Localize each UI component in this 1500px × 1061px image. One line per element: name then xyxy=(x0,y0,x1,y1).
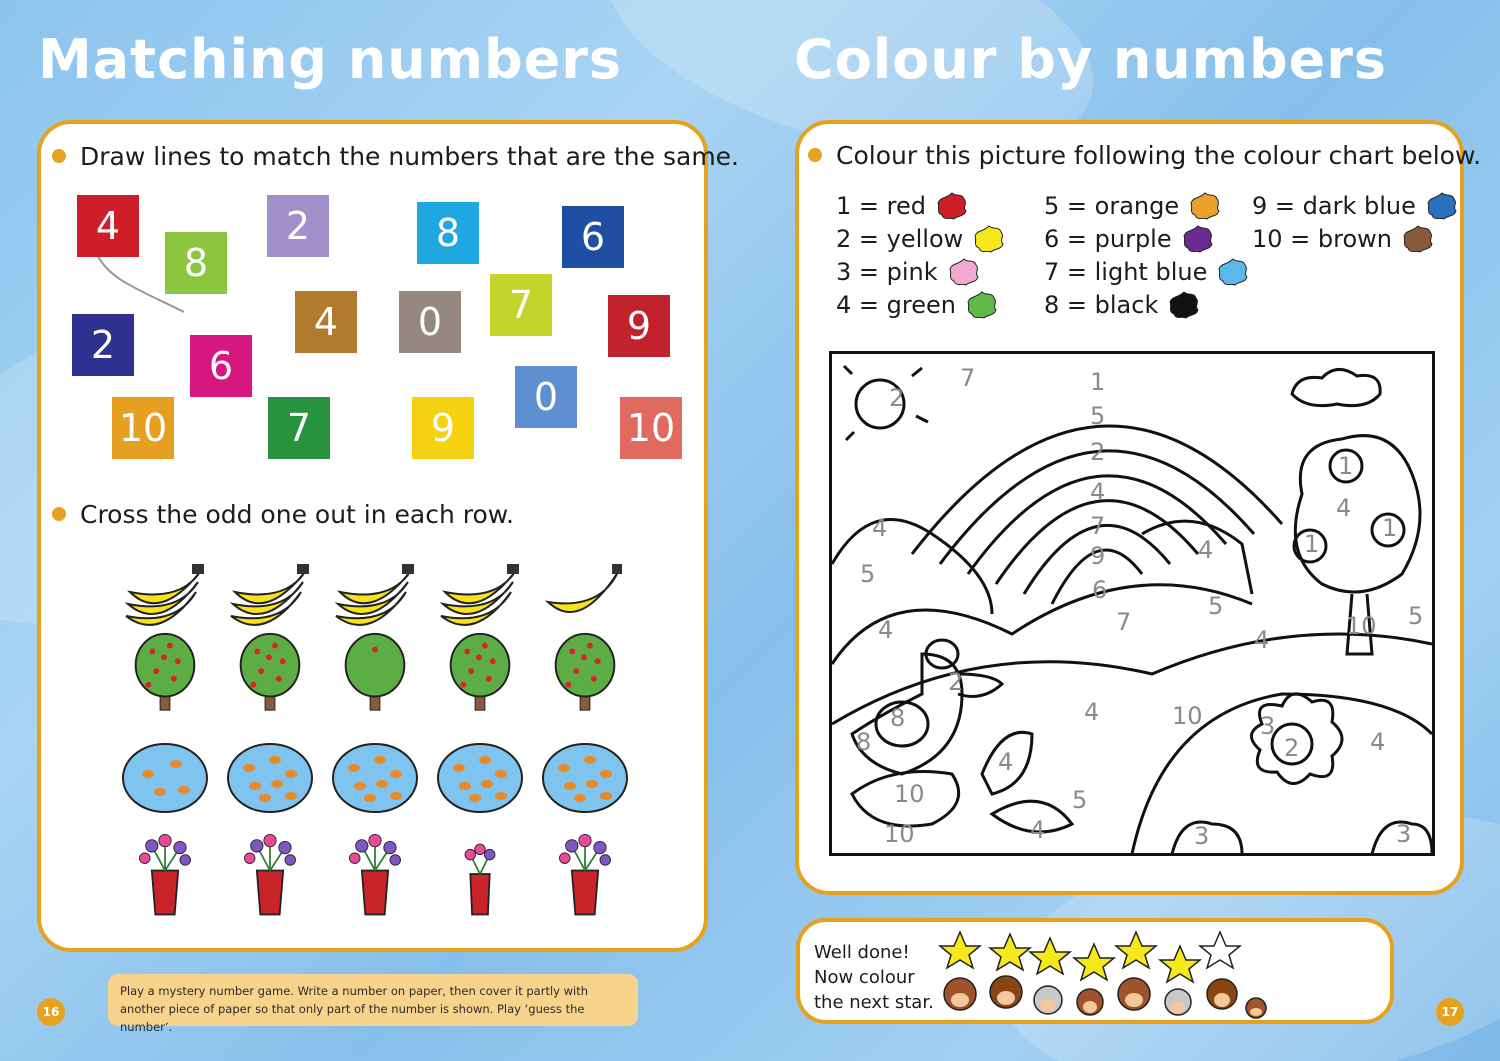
number-tile[interactable]: 8 xyxy=(165,232,227,294)
line-art-scene xyxy=(832,354,1432,854)
picture-number: 10 xyxy=(884,820,915,848)
picture-number: 4 xyxy=(872,514,888,542)
picture-number: 4 xyxy=(1030,816,1046,844)
number-tile[interactable]: 7 xyxy=(490,274,552,336)
picture-number: 6 xyxy=(1092,576,1108,604)
black-splat-icon xyxy=(1168,290,1200,320)
odd-row-fish-bowls xyxy=(120,730,630,818)
fish-bowl-icon[interactable] xyxy=(330,730,420,818)
picture-number: 4 xyxy=(878,616,894,644)
legend-item: 8 = black xyxy=(1044,288,1249,321)
number-tile[interactable]: 6 xyxy=(562,206,624,268)
legend-item: 3 = pink xyxy=(836,255,1005,288)
flower-vase-icon[interactable] xyxy=(120,830,210,918)
number-tile[interactable]: 2 xyxy=(72,314,134,376)
picture-number: 4 xyxy=(1336,494,1352,522)
picture-number: 5 xyxy=(1072,786,1088,814)
tree-without-apples-icon[interactable] xyxy=(330,628,420,716)
fish-bowl-icon[interactable] xyxy=(120,730,210,818)
instruction-match: Draw lines to match the numbers that are the same. xyxy=(52,142,739,171)
orange-splat-icon xyxy=(1189,191,1221,221)
picture-number: 2 xyxy=(1284,734,1300,762)
colour-legend-col-1 xyxy=(836,189,1005,321)
apple-tree-icon[interactable] xyxy=(540,628,630,716)
picture-number: 1 xyxy=(1382,514,1398,542)
purple-splat-icon xyxy=(1182,224,1214,254)
well-done-box xyxy=(796,918,1394,1024)
number-tile[interactable]: 0 xyxy=(399,291,461,353)
instruction-colour: Colour this picture following the colour chart below. xyxy=(808,141,1481,170)
well-done-line-1: Well done! xyxy=(814,942,910,963)
apple-tree-icon[interactable] xyxy=(435,628,525,716)
number-tile[interactable]: 6 xyxy=(190,335,252,397)
colour-legend-col-3 xyxy=(1252,189,1458,255)
legend-item: 9 = dark blue xyxy=(1252,189,1458,222)
monkeys-with-stars-icon[interactable] xyxy=(930,928,1270,1020)
parent-tip: Play a mystery number game. Write a number on paper, then cover it partly with another piece of paper so that only part of the number is shown. Play ‘guess the number’. xyxy=(108,974,638,1026)
odd-row-trees xyxy=(120,628,630,716)
well-done-line-3: the next star. xyxy=(814,992,934,1013)
picture-number: 10 xyxy=(1172,702,1203,730)
legend-item: 10 = brown xyxy=(1252,222,1458,255)
apple-tree-icon[interactable] xyxy=(225,628,315,716)
legend-item: 5 = orange xyxy=(1044,189,1249,222)
picture-number: 9 xyxy=(1090,542,1106,570)
colour-legend-col-2 xyxy=(1044,189,1249,321)
number-tile[interactable]: 4 xyxy=(295,291,357,353)
number-tile[interactable]: 9 xyxy=(608,295,670,357)
light-blue-splat-icon xyxy=(1217,257,1249,287)
number-tile[interactable]: 2 xyxy=(267,195,329,257)
legend-item: 2 = yellow xyxy=(836,222,1005,255)
number-tile[interactable]: 8 xyxy=(417,202,479,264)
banana-bunch-icon[interactable] xyxy=(330,548,420,636)
banana-bunch-icon[interactable] xyxy=(435,548,525,636)
picture-number: 3 xyxy=(1260,712,1276,740)
picture-number: 8 xyxy=(890,704,906,732)
page-title-right: Colour by numbers xyxy=(794,28,1388,91)
picture-number: 3 xyxy=(1396,820,1412,848)
picture-number: 7 xyxy=(960,364,976,392)
page-number-left: 16 xyxy=(37,998,65,1026)
legend-item: 6 = purple xyxy=(1044,222,1249,255)
legend-item: 1 = red xyxy=(836,189,1005,222)
picture-number: 2 xyxy=(1090,438,1106,466)
flower-vase-icon[interactable] xyxy=(225,830,315,918)
picture-number: 4 xyxy=(1198,536,1214,564)
flower-vase-icon[interactable] xyxy=(540,830,630,918)
picture-number: 5 xyxy=(1208,592,1224,620)
number-tile[interactable]: 9 xyxy=(412,397,474,459)
odd-row-bananas xyxy=(120,548,630,636)
page-title-left: Matching numbers xyxy=(38,28,623,91)
number-tile[interactable]: 10 xyxy=(112,397,174,459)
bullet-dot xyxy=(52,149,66,163)
fish-bowl-icon[interactable] xyxy=(225,730,315,818)
picture-number: 2 xyxy=(889,384,905,412)
picture-number: 5 xyxy=(1090,402,1106,430)
apple-tree-icon[interactable] xyxy=(120,628,210,716)
dark-blue-splat-icon xyxy=(1426,191,1458,221)
colouring-picture[interactable] xyxy=(829,351,1435,856)
picture-number: 1 xyxy=(1338,452,1354,480)
picture-number: 4 xyxy=(1254,626,1270,654)
picture-number: 4 xyxy=(998,748,1014,776)
picture-number: 2 xyxy=(948,668,964,696)
picture-number: 1 xyxy=(1304,530,1320,558)
banana-bunch-icon[interactable] xyxy=(225,548,315,636)
picture-number: 5 xyxy=(860,560,876,588)
picture-number: 4 xyxy=(1370,728,1386,756)
picture-number: 1 xyxy=(1090,368,1106,396)
picture-number: 10 xyxy=(1346,612,1377,640)
picture-number: 7 xyxy=(1116,608,1132,636)
bullet-dot xyxy=(808,148,822,162)
legend-item: 7 = light blue xyxy=(1044,255,1249,288)
red-splat-icon xyxy=(936,191,968,221)
number-tile[interactable]: 10 xyxy=(620,397,682,459)
number-tile[interactable]: 4 xyxy=(77,195,139,257)
odd-row-flower-vases xyxy=(120,830,630,918)
picture-number: 5 xyxy=(1408,602,1424,630)
number-tile[interactable]: 0 xyxy=(515,366,577,428)
well-done-line-2: Now colour xyxy=(814,967,915,988)
flower-vase-icon[interactable] xyxy=(330,830,420,918)
picture-number: 8 xyxy=(856,728,872,756)
picture-number: 3 xyxy=(1194,822,1210,850)
fish-bowl-icon[interactable] xyxy=(540,730,630,818)
instruction-odd-one-out: Cross the odd one out in each row. xyxy=(52,500,514,529)
pink-splat-icon xyxy=(948,257,980,287)
picture-number: 4 xyxy=(1084,698,1100,726)
single-banana-icon[interactable] xyxy=(540,548,630,636)
yellow-splat-icon xyxy=(973,224,1005,254)
green-splat-icon xyxy=(966,290,998,320)
picture-number: 10 xyxy=(894,780,925,808)
bullet-dot xyxy=(52,507,66,521)
banana-bunch-icon[interactable] xyxy=(120,548,210,636)
small-flower-vase-icon[interactable] xyxy=(435,830,525,918)
brown-splat-icon xyxy=(1402,224,1434,254)
fish-bowl-icon[interactable] xyxy=(435,730,525,818)
picture-number: 7 xyxy=(1090,512,1106,540)
legend-item: 4 = green xyxy=(836,288,1005,321)
number-tile[interactable]: 7 xyxy=(268,397,330,459)
picture-number: 4 xyxy=(1090,478,1106,506)
page-number-right: 17 xyxy=(1436,998,1464,1026)
